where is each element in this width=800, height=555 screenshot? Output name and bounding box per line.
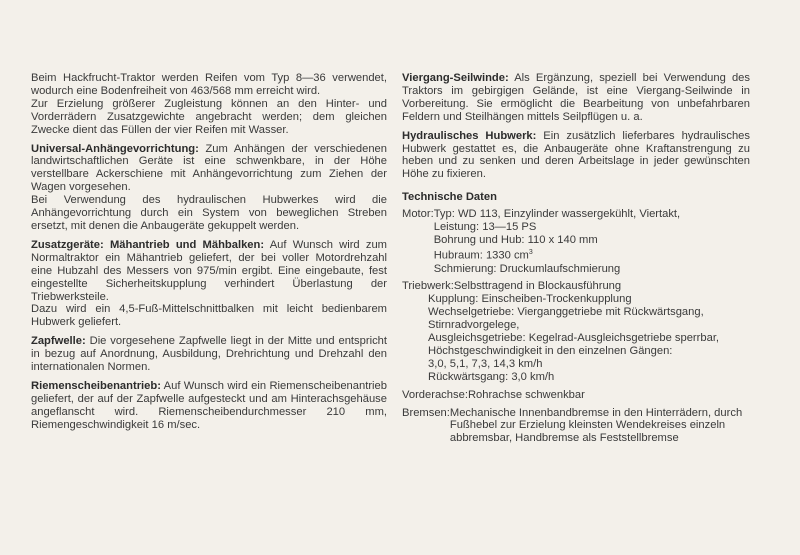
section-heading: Zapfwelle: <box>31 335 86 348</box>
section-extra: Bei Verwendung des hydraulischen Hubwerkes wird die Anhängevorrichtung durch ein System von beweglichen Streben ersetzt, mit denen die Anbaugeräte gekuppelt werden. <box>31 194 387 232</box>
spec-triebwerk <box>402 280 750 293</box>
section-extra: Dazu wird ein 4,5-Fuß-Mittelschnittbalken mit leicht bedienbarem Hubwerk geliefert. <box>31 303 387 329</box>
superscript: 3 <box>528 248 533 256</box>
section-text: Ein zusätzlich lieferbares hydraulisches Hubwerk gestattet es, die Anbaugeräte ohne Kraftanstrengung zu heben und zu senken und deren Arbeitslage in jeder gewünschten Höhe zu fixieren. <box>402 129 750 181</box>
spec-line: Höchstgeschwindigkeit in den einzelnen Gängen: <box>428 344 673 357</box>
spec-line: Rückwärtsgang: 3,0 km/h <box>428 370 555 383</box>
section-text: Die vorgesehene Zapfwelle liegt in der Mitte und entspricht in bezug auf Anordnung, Ausbildung, Drehrichtung und Drehzahl den internationalen Normen. <box>31 335 387 374</box>
section-anhaengevorrichtung <box>31 143 387 233</box>
section-heading: Universal-Anhängevorrichtung: <box>31 142 199 155</box>
spec-value <box>434 208 750 275</box>
spec-line: Hubraum: 1330 cm <box>433 249 529 262</box>
right-column <box>402 72 750 450</box>
section-text: Auf Wunsch wird zum Normaltraktor ein Mähantrieb geliefert, der bei voller Motordrehzahl eine Hubzahl des Messers von 975/min ergibt. Eine eingebaute, fest eingestellte Sicherheitskupplung verhindert Überlastung der Triebwerksteile. <box>31 238 387 303</box>
spec-value: Selbsttragend in Blockausführung <box>453 280 622 293</box>
section-zapfwelle <box>31 335 387 374</box>
left-column <box>31 72 387 438</box>
section-text: Als Ergänzung, speziell bei Verwendung des Traktors im gebirgigen Gelände, ist eine Viergang-Seilwinde in Vorbereitung. Sie ermöglicht die Bearbeitung von unbefahrbaren Feldern und Steilhängen mittels Seilpflügen u. a. <box>402 72 750 123</box>
spec-triebwerk-details <box>402 293 750 383</box>
section-seilwinde <box>402 72 750 124</box>
section-heading: Viergang-Seilwinde: <box>402 72 509 84</box>
spec-label: Bremsen: <box>402 406 450 419</box>
spec-line: Kupplung: Einscheiben-Trockenkupplung <box>428 293 632 306</box>
intro-weights: Zur Erzielung größerer Zugleistung können an den Hinter- und Vorderrädern Zusatzgewichte angebracht werden; dem gleichen Zwecke dient das Füllen der vier Reifen mit Wasser. <box>31 97 387 136</box>
spec-label: Motor: <box>402 208 434 221</box>
spec-label: Vorderachse: <box>402 388 468 401</box>
spec-motor <box>402 208 750 275</box>
spec-label: Triebwerk: <box>402 280 454 293</box>
spec-line: Schmierung: Druckumlaufschmierung <box>433 262 621 275</box>
spec-line: Bohrung und Hub: 110 x 140 mm <box>433 233 598 246</box>
section-heading: Riemenscheibenantrieb: <box>31 379 161 392</box>
spec-line-hubraum <box>434 247 750 263</box>
spec-line: Ausgleichsgetriebe: Kegelrad-Ausgleichsgetriebe sperrbar, <box>428 332 720 345</box>
spec-line: Wechselgetriebe: Vierganggetriebe mit Rückwärtsgang, Stirnradvorgelege, <box>428 306 704 332</box>
intro-tires: Beim Hackfrucht-Traktor werden Reifen vom Typ 8—36 verwendet, wodurch eine Bodenfreiheit von 463/568 mm erreicht wird. <box>31 72 387 97</box>
spec-bremsen <box>402 407 750 446</box>
section-text: Auf Wunsch wird ein Riemenscheibenantrieb geliefert, der auf der Zapfwelle aufgesteckt und am Hinterachsgehäuse angeflanscht wird. Riemenscheibendurchmesser 210 mm, Riemengeschwindigkeit 16 m/sec. <box>31 379 387 431</box>
spec-line: Leistung: 13—15 PS <box>433 221 537 234</box>
section-heading: Zusatzgeräte: Mähantrieb und Mähbalken: <box>31 238 265 251</box>
spec-value: Mechanische Innenbandbremse in den Hinterrädern, durch Fußhebel zur Erzielung kleinsten Wendekreises einzeln abbremsbar, Handbremse als Feststellbremse <box>449 406 743 445</box>
section-hubwerk <box>402 130 750 182</box>
section-text: Zum Anhängen der verschiedenen landwirtschaftlichen Geräte ist eine schwenkbare, in der Höhe verstellbare Ackerschiene mit Anhängevorrichtung zum Ziehen der Wagen vorgesehen. <box>31 142 387 194</box>
section-heading: Hydraulisches Hubwerk: <box>402 129 537 142</box>
spec-value: Rohrachse schwenkbar <box>467 388 585 401</box>
spec-vorderachse <box>402 389 750 402</box>
spec-line: Typ: WD 113, Einzylinder wassergekühlt, Viertakt, <box>433 208 681 221</box>
section-riemenscheibe <box>31 380 387 432</box>
spec-line: 3,0, 5,1, 7,3, 14,3 km/h <box>428 357 543 370</box>
tech-data-title: Technische Daten <box>402 191 497 204</box>
section-maehantrieb <box>31 239 387 329</box>
